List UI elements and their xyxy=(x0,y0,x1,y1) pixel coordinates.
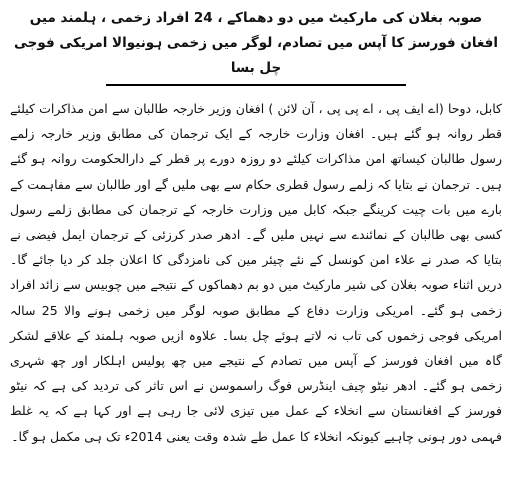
article-headline: صوبہ بغلان کی مارکیٹ میں دو دھماکے ، 24 افراد زخمی ، ہلمند میں افغان فورسز کا آپس میں تصادم، لوگر میں زخمی ہونیوالا امریکی فوجی چل بسا xyxy=(14,10,498,76)
headline-divider xyxy=(106,84,406,86)
article-body: کابل، دوحا (اے ایف پی ، اے پی پی ، آن لائن ) افغان وزیر خارجہ طالبان سے امن مذاکرات کیلئے قطر روانہ ہو گئے ہیں۔ افغان وزارت خارجہ کے ایک ترجمان کی مطابق وزیر خارجہ زلمے رسول طالبان کیساتھ امن مذاکرات کیلئے دو روزہ دورے پر قطر کے دارالحکومت روانہ ہو گئے ہیں۔ ترجمان نے بتایا کہ زلمے رسول قطری حکام سے بھی ملیں گے اور طالبان سے مفاہمت کے بارے میں بات چیت کرینگے جبکہ کابل میں وزارت خارجہ کے ترجمان کی مطابق زلمے رسول کسی بھی طالبان کے نمائندے سے نہیں ملیں گے۔ ادھر صدر کرزئی کے ترجمان ایمل فیضی نے بتایا کہ صدر نے علاء امن کونسل کے نئے چیئر مین کی نامزدگی کا اعلان جلد کر دیا جائے گا۔ دریں اثناء صوبہ بغلان کی شیر مارکیٹ میں دو بم دھماکوں کے نتیجے میں چوبیس سے زائد افراد زخمی ہو گئے۔ امریکی وزارت دفاع کے مطابق صوبہ لوگر میں زخمی ہونے والا 25 سالہ امریکی فوجی زخموں کی تاب نہ لاتے ہوئے چل بسا۔ علاوہ ازیں صوبہ ہلمند کے علاقے لشکر گاہ میں افغان فورسز کے آپس میں تصادم کے نتیجے میں چھ پولیس اہلکار اور چھ شہری زخمی ہو گئے۔ ادھر نیٹو چیف اینڈرس فوگ راسموسن نے اس تاثر کی تردید کی ہے کہ نیٹو فورسز کے افغانستان سے انخلاء کے عمل میں تیزی لائی جا رہی ہے اور کہا ہے کہ یہ غلط فہمی دور ہونی چاہیے کیونکہ انخلاء کا عمل طے شدہ وقت یعنی 2014ء تک ہی مکمل ہو گا۔ xyxy=(10,101,502,444)
